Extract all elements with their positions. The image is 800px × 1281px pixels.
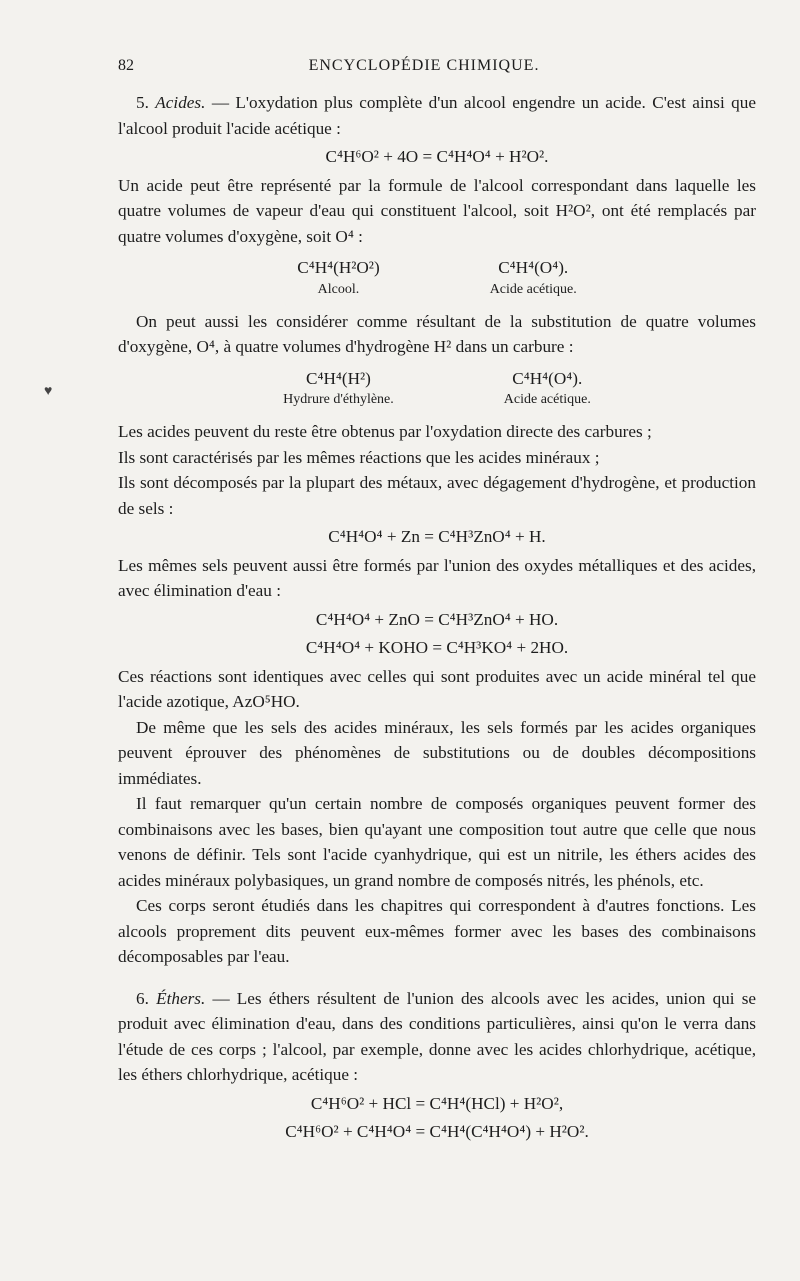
paragraph: On peut aussi les considérer comme résultant de la substitution de quatre volumes d'oxygène, O⁴, à quatre volumes d'hydrogène H² dans un carbure : [118, 311, 756, 356]
formula-pair [118, 255, 756, 299]
formula: C⁴H⁴(H²O²) [297, 258, 380, 277]
equation: C⁴H⁴O⁴ + ZnO = C⁴H³ZnO⁴ + HO. [315, 609, 559, 629]
formula-block [283, 366, 394, 410]
paragraph: Il faut remarquer qu'un certain nombre de composés organiques peuvent former des combinaisons avec les bases, bien qu'ayant une composition tout autre que celle que nous venons de définir. Tels sont l'acide cyanhydrique, qui est un nitrile, les éthers acides des acides minéraux polybasiques, un grand nombre de composés nitrés, les phénols, etc. [118, 794, 756, 890]
formula-caption: Hydrure d'éthylène. [283, 392, 394, 407]
paragraph: Les mêmes sels peuvent aussi être formés par l'union des oxydes métalliques et des acides, avec élimination d'eau : [118, 555, 756, 600]
section-5-number: 5. [136, 93, 149, 112]
paragraph: De même que les sels des acides minéraux, les sels formés par les acides organiques peuvent éprouver des phénomènes de substitutions ou de doubles décompositions immédiates. [118, 717, 756, 788]
formula: C⁴H⁴(O⁴). [498, 258, 569, 277]
page-header [118, 57, 730, 81]
page-body [118, 90, 756, 1148]
paragraph: Ces corps seront étudiés dans les chapitres qui correspondent à d'autres fonctions. Les alcools proprement dits peuvent eux-mêmes former avec les bases des combinaisons décomposables par l'eau. [118, 896, 756, 966]
paragraph: Ils sont caractérisés par les mêmes réactions que les acides minéraux ; [118, 447, 600, 467]
formula-caption: Alcool. [317, 281, 360, 297]
equation: C⁴H⁶O² + C⁴H⁴O⁴ = C⁴H⁴(C⁴H⁴O⁴) + H²O². [285, 1122, 589, 1141]
formula-pair [118, 366, 756, 410]
section-6-number: 6. [136, 988, 149, 1008]
equation: C⁴H⁴O⁴ + KOHO = C⁴H³KO⁴ + 2HO. [305, 638, 569, 657]
formula: C⁴H⁴(H²) [306, 368, 371, 388]
formula-block [490, 255, 577, 299]
section-5-intro [118, 90, 756, 141]
formula-block [297, 255, 379, 299]
paragraph: — L'oxydation plus complète d'un alcool engendre un acide. C'est ainsi que l'alcool produit l'acide acétique : [118, 93, 756, 138]
formula-caption: Acide acétique. [489, 281, 577, 297]
page-number: 82 [118, 57, 134, 74]
margin-mark: ♥ [44, 384, 53, 399]
paragraph: Ces réactions sont identiques avec celles qui sont produites avec un acide minéral tel que l'acide azotique, AzO⁵HO. [118, 666, 756, 711]
section-6-intro [118, 986, 756, 1088]
formula-caption: Acide acétique. [503, 392, 591, 407]
equation: C⁴H⁶O² + HCl = C⁴H⁴(HCl) + H²O², [310, 1093, 564, 1113]
paragraph: Ils sont décomposés par la plupart des métaux, avec dégagement d'hydrogène, et production de sels : [118, 473, 756, 518]
paragraph: Les acides peuvent du reste être obtenus par l'oxydation directe des carbures ; [118, 422, 652, 441]
paragraph: — Les éthers résultent de l'union des alcools avec les acides, union qui se produit avec élimination d'eau, dans des conditions particulières, ainsi qu'on le verra dans l'étude de ces corps ; l'alcool, par exemple, donne avec les acides chlorhydrique, acétique, les éthers chlorhydrique, acétique : [118, 988, 757, 1084]
equation: C⁴H⁴O⁴ + Zn = C⁴H³ZnO⁴ + H. [328, 527, 546, 546]
equation: C⁴H⁶O² + 4O = C⁴H⁴O⁴ + H²O². [325, 147, 549, 166]
section-5-title: Acides. [155, 93, 206, 112]
paragraph: Un acide peut être représenté par la formule de l'alcool correspondant dans laquelle les quatre volumes de vapeur d'eau qui constituent l'alcool, soit H²O², ont été remplacés par quatre volumes d'oxygène, soit O⁴ : [118, 175, 756, 246]
formula: C⁴H⁴(O⁴). [512, 368, 583, 388]
running-title: ENCYCLOPÉDIE CHIMIQUE. [308, 57, 540, 74]
section-6-title: Éthers. [156, 988, 206, 1008]
formula-block [504, 366, 591, 410]
